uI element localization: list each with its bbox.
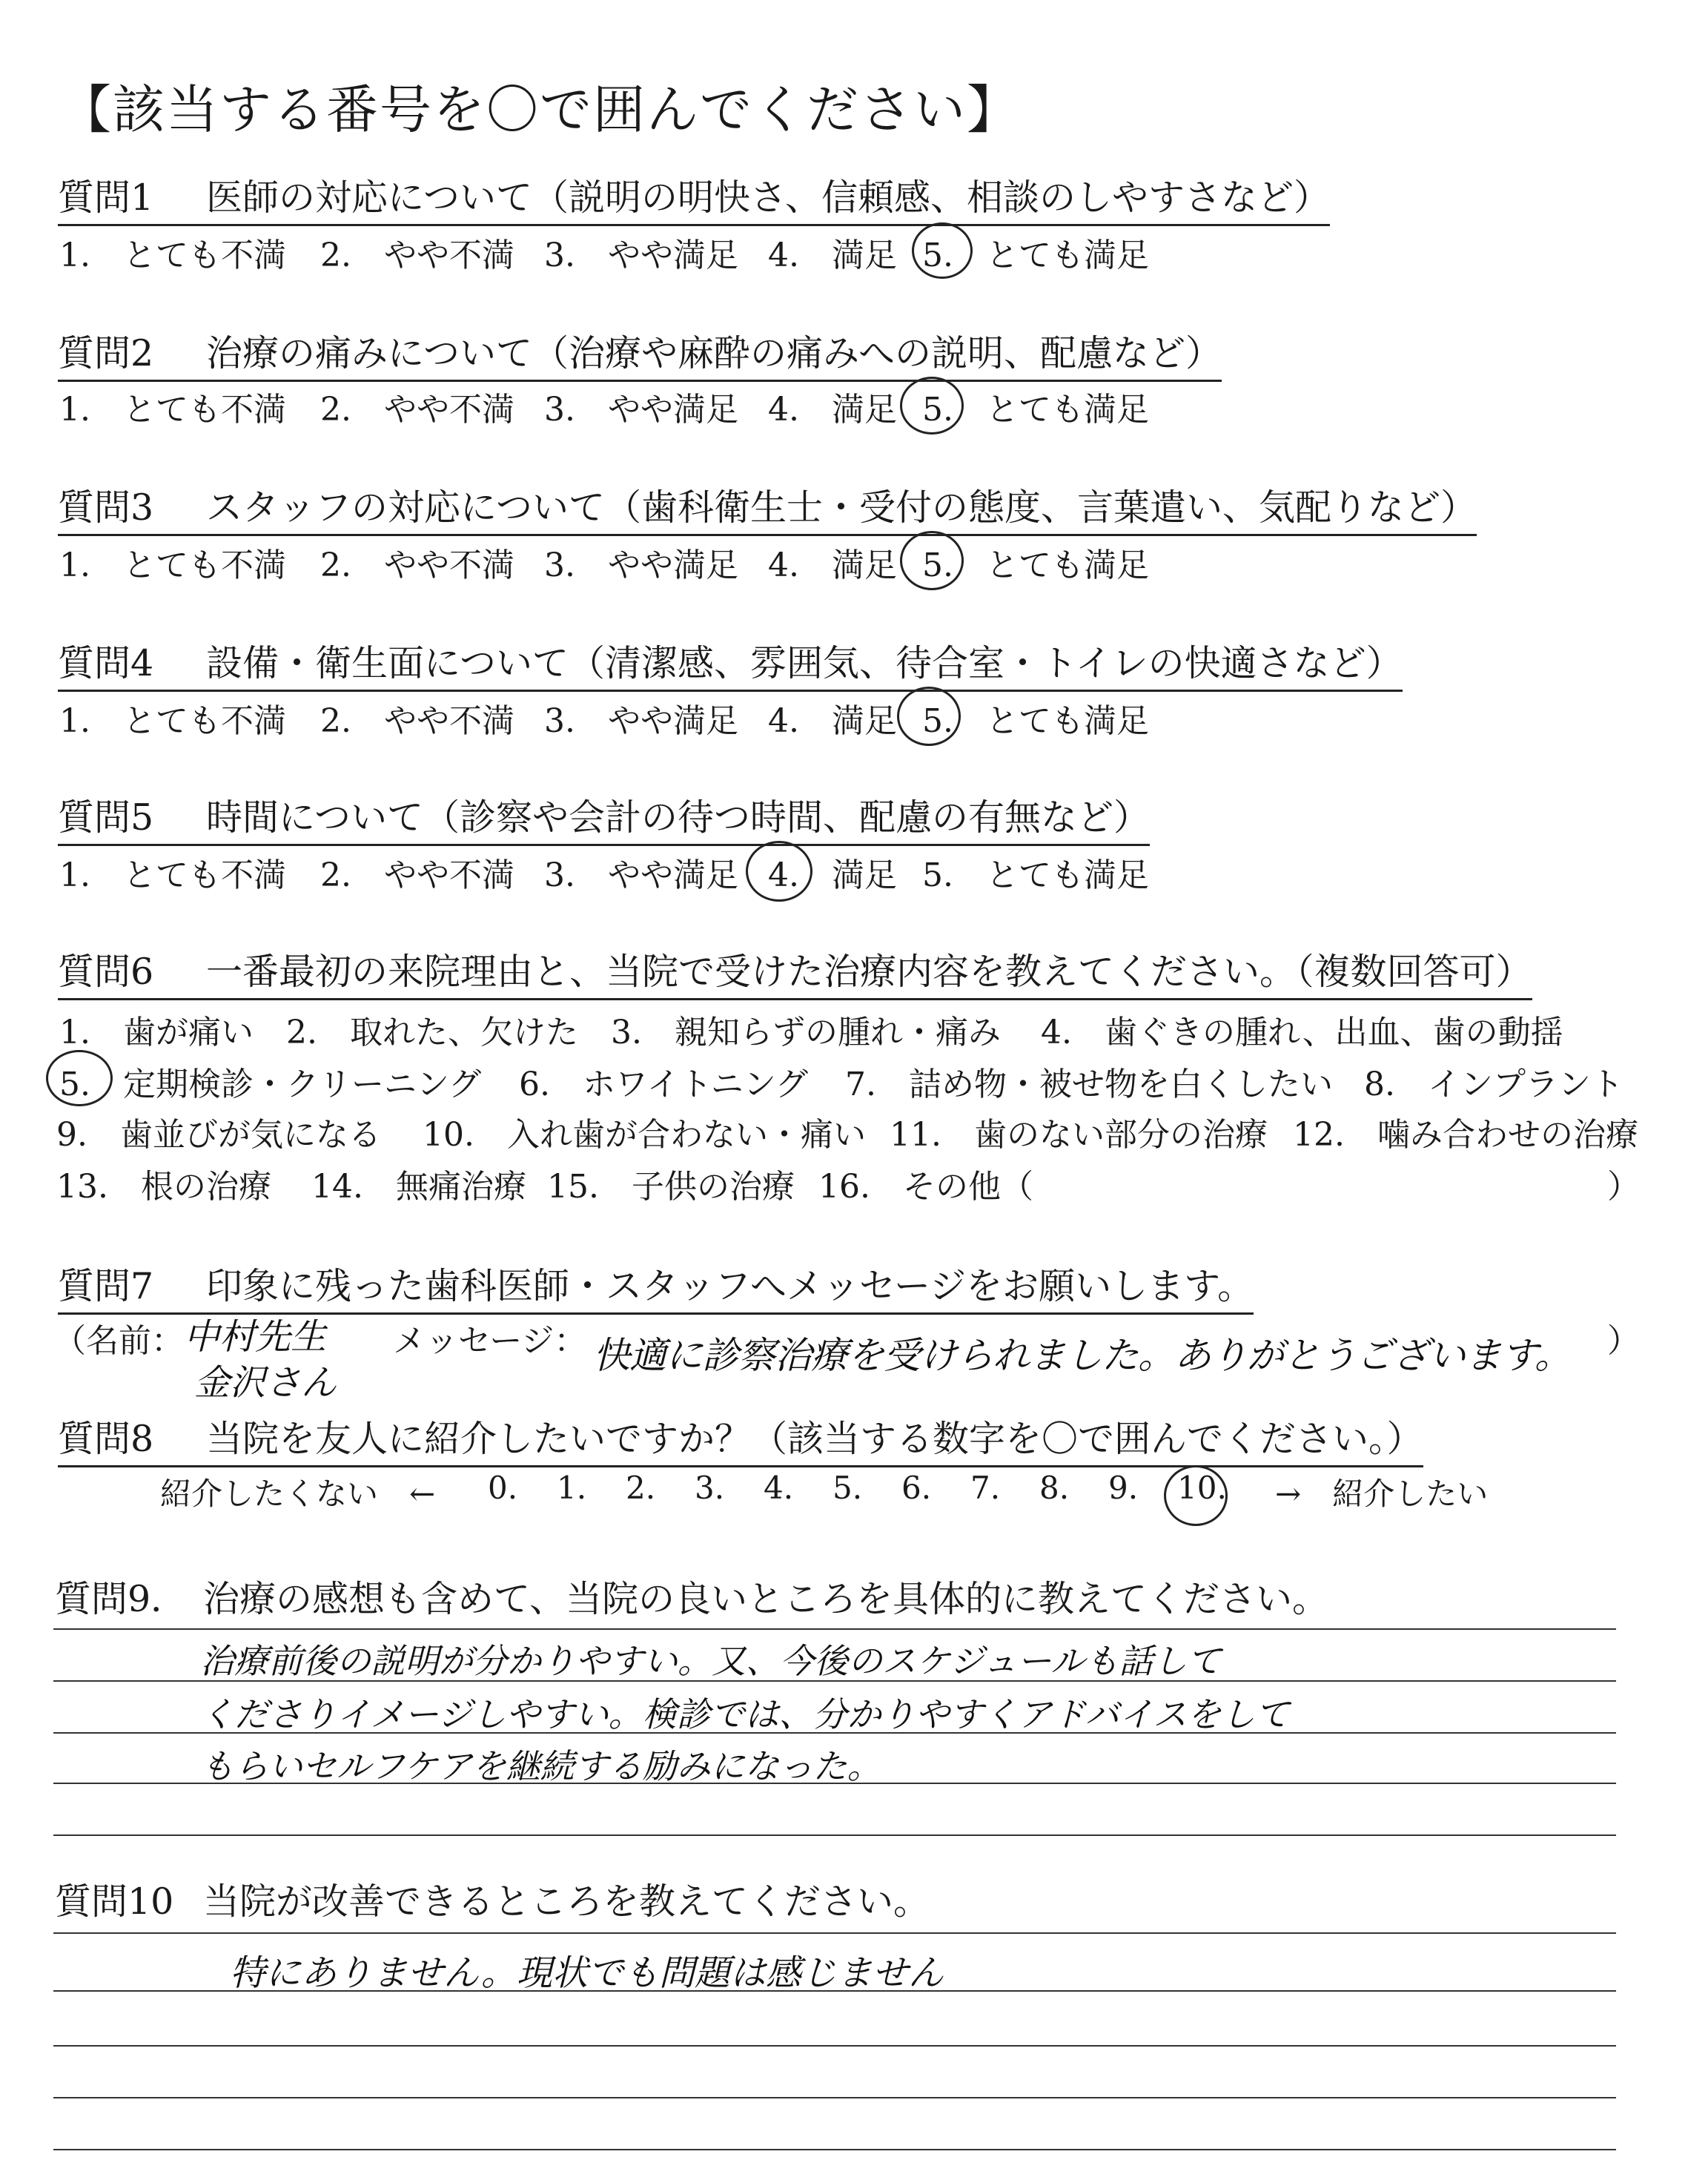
question-1-number: 質問1 [58, 176, 154, 219]
q4-option-1[interactable]: 1. とても不満 [59, 702, 286, 740]
question-3-text: スタッフの対応について（歯科衛生士・受付の態度、言葉遣い、気配りなど） [206, 486, 1477, 529]
question-9-title [55, 1571, 1328, 1622]
q7-name-handwritten-2: 金沢さん [194, 1362, 337, 1404]
q8-left-label: 紹介したくない ← [160, 1476, 436, 1512]
q8-scale [488, 1470, 1229, 1507]
q1-option-3[interactable]: 3. やや満足 [544, 237, 738, 274]
question-5-text: 時間について（診察や会計の待つ時間、配慮の有無など） [206, 796, 1151, 839]
question-9-text: 治療の感想も含めて、当院の良いところを具体的に教えてください。 [203, 1578, 1329, 1620]
q7-message-handwritten: 快適に診察治療を受けられました。ありがとうございます。 [593, 1334, 1571, 1377]
q8-selection-circle [1164, 1465, 1228, 1526]
question-7-number: 質問7 [58, 1265, 154, 1307]
q6-option-1[interactable]: 1. 歯が痛い [59, 1014, 254, 1051]
q8-scale-2[interactable]: 2. [626, 1470, 656, 1506]
q8-scale-9[interactable]: 9. [1108, 1470, 1139, 1506]
q6-option-3[interactable]: 3. 親知らずの腫れ・痛み [611, 1014, 1001, 1051]
q8-scale-8[interactable]: 8. [1039, 1470, 1070, 1506]
q1-option-4[interactable]: 4. 満足 [768, 237, 897, 274]
q2-option-4[interactable]: 4. 満足 [768, 391, 897, 429]
q8-right-label: → 紹介したい [1275, 1476, 1489, 1512]
q6-option-5[interactable]: 5. 定期検診・クリーニング [59, 1066, 482, 1103]
q6-option-2[interactable]: 2. 取れた、欠けた [286, 1014, 578, 1051]
q4-option-3[interactable]: 3. やや満足 [544, 702, 738, 740]
question-10-text: 当院が改善できるところを教えてください。 [203, 1880, 930, 1923]
question-3-title [58, 479, 1477, 536]
q5-option-3[interactable]: 3. やや満足 [544, 856, 738, 894]
q6-option-4[interactable]: 4. 歯ぐきの腫れ、出血、歯の動揺 [1041, 1014, 1563, 1051]
q6-option-8[interactable]: 8. インプラント [1364, 1066, 1623, 1103]
q6-option-13[interactable]: 13. 根の治療 [56, 1168, 271, 1206]
q5-option-4[interactable]: 4. 満足 [768, 856, 897, 894]
question-4-number: 質問4 [58, 642, 154, 684]
q6-option-16[interactable]: 16. その他（ [818, 1168, 1033, 1206]
q6-option-10[interactable]: 10. 入れ歯が合わない・痛い [423, 1116, 866, 1154]
q5-option-1[interactable]: 1. とても不満 [59, 856, 286, 894]
q9-answer-line-5 [53, 1834, 1616, 1836]
q6-option-16-close: ） [1607, 1168, 1640, 1206]
q6-selection-circle [46, 1050, 113, 1106]
q7-name-handwritten-1: 中村先生 [184, 1316, 327, 1358]
q6-option-12[interactable]: 12. 噛み合わせの治療 [1293, 1116, 1638, 1154]
q7-close-paren: ） [1607, 1322, 1640, 1360]
q2-selection-circle [900, 377, 964, 435]
page-title: 【該当する番号を〇で囲んでください】 [59, 79, 1020, 140]
q4-option-4[interactable]: 4. 満足 [768, 702, 897, 740]
q2-option-1[interactable]: 1. とても不満 [59, 391, 286, 429]
q4-option-2[interactable]: 2. やや不満 [320, 702, 514, 740]
q5-option-5[interactable]: 5. とても満足 [922, 856, 1149, 894]
q8-scale-3[interactable]: 3. [695, 1470, 725, 1506]
q6-option-6[interactable]: 6. ホワイトニング [519, 1066, 809, 1103]
question-9-number: 質問9． [55, 1578, 188, 1620]
question-5-title [58, 789, 1150, 846]
q7-name-label: （名前： [53, 1322, 184, 1360]
q8-scale-7[interactable]: 7. [970, 1470, 1001, 1506]
q10-answer-line-1 [53, 1932, 1616, 1934]
q9-handwritten-line-2: くださりイメージしやすい。検診では、分かりやすくアドバイスをして [200, 1694, 1290, 1734]
question-1-text: 医師の対応について（説明の明快さ、信頼感、相談のしやすさなど） [206, 176, 1331, 219]
q10-handwritten-line-1: 特にありません。現状でも問題は感じません [230, 1952, 944, 1994]
q3-selection-circle [900, 531, 964, 590]
question-10-number: 質問10 [55, 1880, 174, 1923]
q6-option-7[interactable]: 7. 詰め物・被せ物を白くしたい [845, 1066, 1333, 1103]
q2-option-2[interactable]: 2. やや不満 [320, 391, 514, 429]
question-4-text: 設備・衛生面について（清潔感、雰囲気、待合室・トイレの快適さなど） [206, 642, 1403, 684]
q6-option-14[interactable]: 14. 無痛治療 [311, 1168, 526, 1206]
q10-answer-line-5 [53, 2149, 1616, 2150]
q3-option-4[interactable]: 4. 満足 [768, 546, 897, 584]
q1-option-2[interactable]: 2. やや不満 [320, 237, 514, 274]
q8-scale-6[interactable]: 6. [901, 1470, 932, 1506]
q9-handwritten-line-3: もらいセルフケアを継続する励みになった。 [200, 1746, 881, 1786]
q9-handwritten-line-1: 治療前後の説明が分かりやすい。又、今後のスケジュールも話して [200, 1641, 1222, 1681]
question-7-title [58, 1258, 1254, 1315]
q3-option-2[interactable]: 2. やや不満 [320, 546, 514, 584]
question-6-text: 一番最初の来院理由と、当院で受けた治療内容を教えてください。（複数回答可） [206, 951, 1532, 993]
q1-option-5[interactable]: 5. とても満足 [922, 237, 1149, 274]
q3-option-5[interactable]: 5. とても満足 [922, 546, 1149, 584]
q10-answer-line-4 [53, 2097, 1616, 2098]
question-10-title [55, 1873, 930, 1925]
q8-scale-4[interactable]: 4. [764, 1470, 794, 1506]
q6-option-11[interactable]: 11. 歯のない部分の治療 [890, 1116, 1268, 1154]
question-4-title [58, 635, 1403, 692]
q6-option-15[interactable]: 15. 子供の治療 [547, 1168, 795, 1206]
q7-message-label: メッセージ： [393, 1322, 587, 1360]
q1-selection-circle [912, 222, 973, 279]
q8-scale-10[interactable]: 10. [1177, 1470, 1227, 1506]
q6-option-9[interactable]: 9. 歯並びが気になる [56, 1116, 381, 1154]
question-8-title [58, 1410, 1423, 1467]
question-2-text: 治療の痛みについて（治療や麻酔の痛みへの説明、配慮など） [206, 332, 1222, 374]
question-2-title [58, 325, 1222, 382]
q2-option-5[interactable]: 5. とても満足 [922, 391, 1149, 429]
q8-scale-1[interactable]: 1. [557, 1470, 587, 1506]
question-2-number: 質問2 [58, 332, 154, 374]
q2-option-3[interactable]: 3. やや満足 [544, 391, 738, 429]
question-1-title [58, 169, 1330, 226]
q8-scale-0[interactable]: 0. [488, 1470, 518, 1506]
q4-option-5[interactable]: 5. とても満足 [922, 702, 1149, 740]
q3-option-3[interactable]: 3. やや満足 [544, 546, 738, 584]
q5-option-2[interactable]: 2. やや不満 [320, 856, 514, 894]
q8-scale-5[interactable]: 5. [833, 1470, 863, 1506]
q1-option-1[interactable]: 1. とても不満 [59, 237, 286, 274]
q10-answer-line-3 [53, 2045, 1616, 2047]
question-3-number: 質問3 [58, 486, 154, 529]
q9-answer-line-1 [53, 1628, 1616, 1630]
question-6-title [58, 943, 1532, 1000]
question-6-number: 質問6 [58, 951, 154, 993]
q4-selection-circle [897, 687, 961, 746]
question-5-number: 質問5 [58, 796, 154, 839]
question-7-text: 印象に残った歯科医師・スタッフへメッセージをお願いします。 [206, 1265, 1254, 1307]
q5-selection-circle [746, 841, 812, 902]
q3-option-1[interactable]: 1. とても不満 [59, 546, 286, 584]
question-8-number: 質問8 [58, 1418, 154, 1460]
question-8-text: 当院を友人に紹介したいですか？（該当する数字を〇で囲んでください。） [206, 1418, 1423, 1460]
